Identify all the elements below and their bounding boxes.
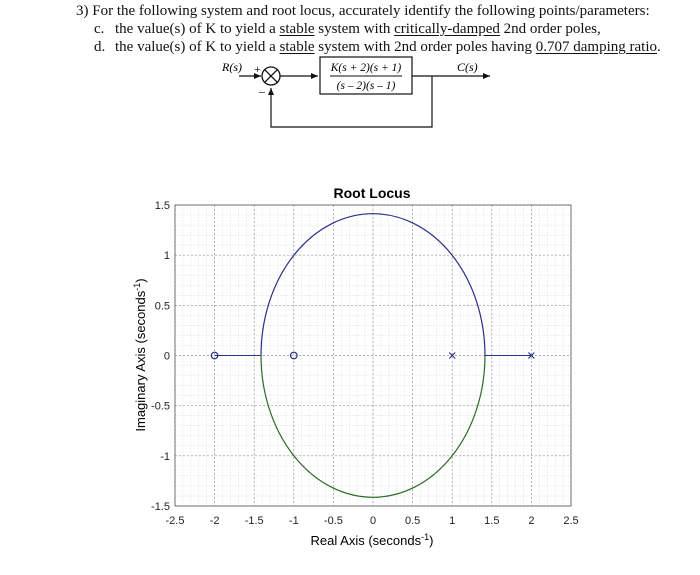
x-tick-labels — [166, 515, 579, 527]
part-d-text-mid: system with 2nd order poles having — [314, 39, 536, 55]
output-label: C(s) — [457, 60, 478, 74]
x-tick-label: 2.5 — [563, 515, 579, 527]
y-tick-label: 1.5 — [154, 200, 170, 212]
x-tick-label: 2 — [528, 515, 535, 527]
part-d-text-end: . — [657, 39, 661, 55]
y-axis-label: Imaginary Axis (seconds$^{-1}$) — [132, 278, 148, 432]
tf-denominator: (s – 2)(s – 1) — [336, 80, 396, 92]
plus-sign: + — [254, 62, 261, 76]
y-tick-label: 0 — [163, 350, 170, 363]
x-tick-label: 1.5 — [484, 515, 500, 527]
part-d-underline-2: 0.707 damping ratio — [535, 39, 657, 55]
x-tick-label: -1 — [288, 515, 299, 527]
x-axis-label: Real Axis (seconds$^{-1}$) — [310, 532, 434, 548]
part-c-label: c. — [94, 21, 105, 37]
x-tick-label: -2 — [209, 515, 220, 527]
part-d-underline-1: stable — [279, 39, 315, 55]
tf-numerator: K(s + 2)(s + 1) — [330, 62, 402, 74]
x-tick-label: 0.5 — [404, 515, 421, 527]
minus-sign: – — [259, 84, 265, 98]
y-tick-label: -0.5 — [151, 400, 170, 413]
y-tick-label: 0.5 — [154, 300, 170, 313]
x-tick-label: -0.5 — [323, 515, 343, 527]
input-label: R(s) — [222, 60, 242, 74]
part-c-text-mid: system with — [314, 21, 395, 37]
x-tick-label: -2.5 — [165, 515, 185, 527]
part-c-underline-2: critically-damped — [394, 21, 500, 37]
y-tick-label: -1.5 — [151, 501, 170, 513]
question-prompt: For the following system and root locus, accurately identify the following points/parameters: — [92, 3, 650, 19]
part-c-text: the value(s) of K to yield a — [115, 21, 280, 37]
y-tick-label: -1 — [160, 450, 170, 463]
question-number: 3) — [76, 3, 89, 19]
x-tick-label: 1 — [449, 515, 456, 527]
part-d-text: the value(s) of K to yield a — [115, 39, 280, 55]
y-tick-label: 1 — [163, 250, 170, 263]
part-c-text-end: 2nd order poles, — [499, 21, 601, 37]
x-tick-label: -1.5 — [244, 515, 264, 527]
chart-title: Root Locus — [333, 185, 411, 201]
part-d-label: d. — [94, 39, 106, 55]
x-tick-label: 0 — [369, 515, 377, 527]
y-tick-labels — [151, 200, 170, 513]
part-c-underline-1: stable — [279, 21, 315, 37]
